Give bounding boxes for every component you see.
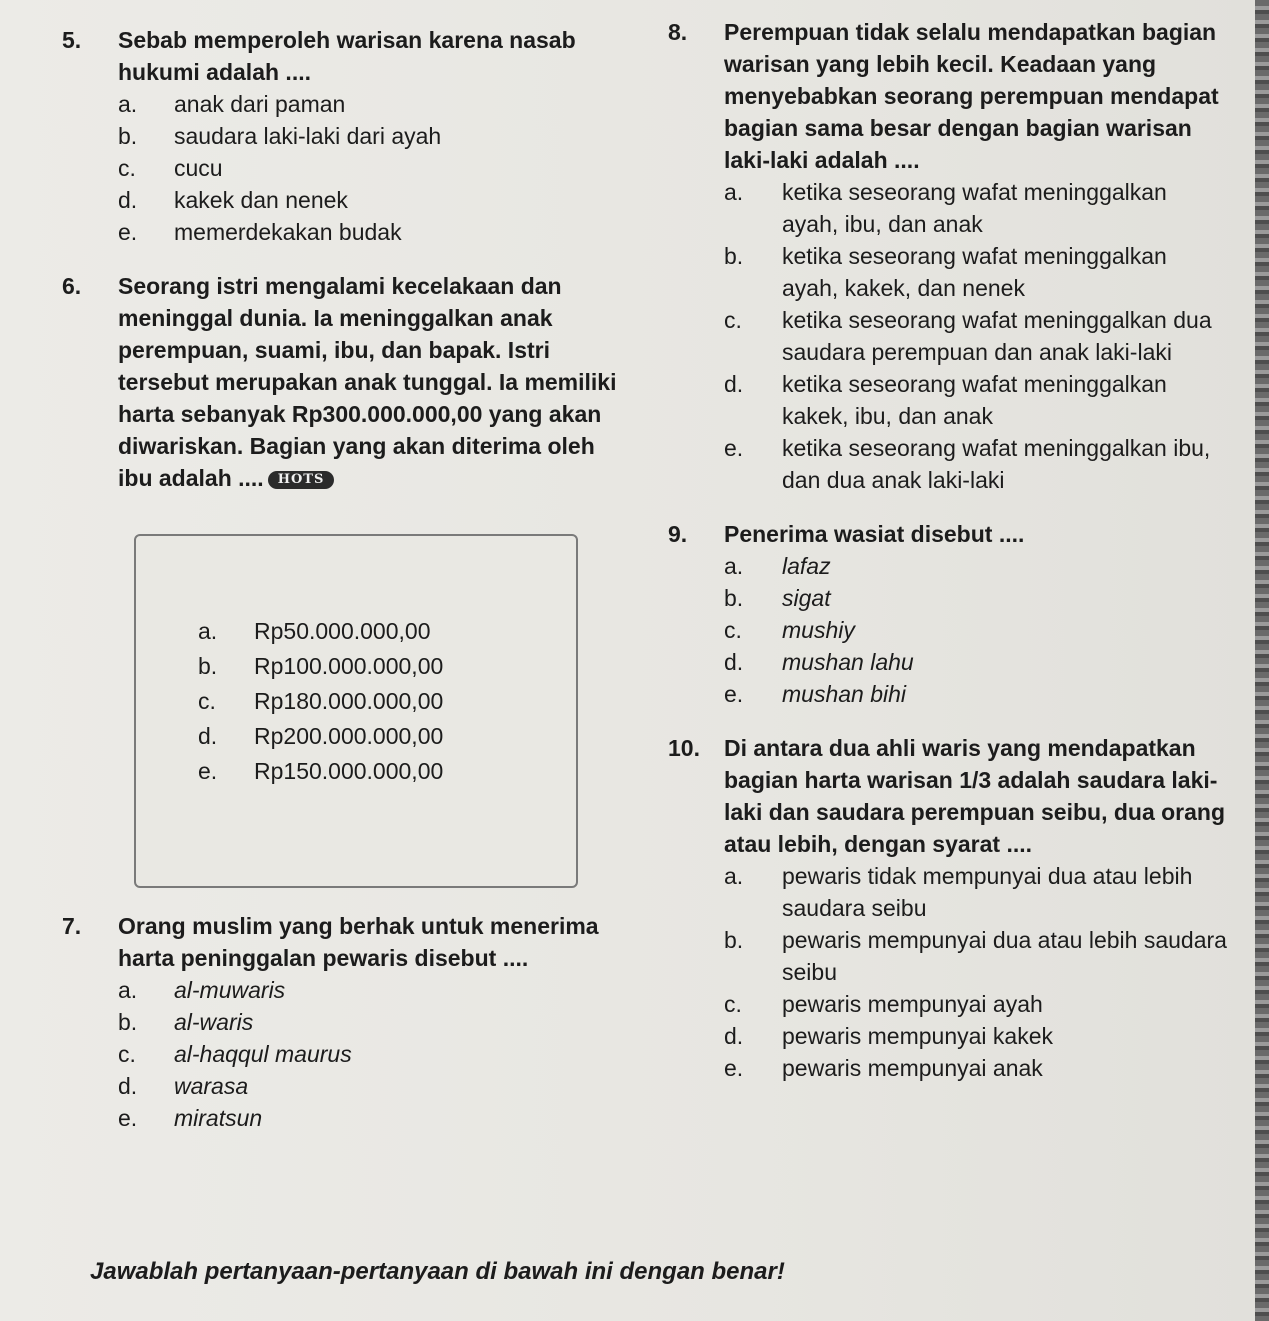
- option-list: [198, 614, 568, 789]
- question-number: 9.: [668, 521, 688, 547]
- option-e[interactable]: e. ketika seseorang wafat meninggalkan ibu, dan dua anak laki-laki: [724, 435, 1211, 493]
- option-c[interactable]: c. ketika seseorang wafat meninggalkan dua saudara perempuan dan anak laki-laki: [724, 307, 1212, 365]
- option-b[interactable]: b. sigat: [724, 585, 831, 611]
- option-b[interactable]: b. ketika seseorang wafat meninggalkan ayah, kakek, dan nenek: [724, 243, 1167, 301]
- left-column: [62, 24, 622, 1134]
- question-9: [668, 518, 1228, 710]
- option-a[interactable]: a. lafaz: [724, 553, 831, 579]
- question-10: [668, 732, 1228, 1084]
- question-stem: Seorang istri mengalami kecelakaan dan meninggal dunia. Ia meninggalkan anak perempuan, suami, ibu, dan bapak. Istri tersebut merupakan anak tunggal. Ia memiliki harta sebanyak Rp300.000.000,00 yang akan diwariskan. Bagian yang akan diterima oleh ibu adalah .... HOTS: [118, 273, 617, 491]
- question-stem: Di antara dua ahli waris yang mendapatkan bagian harta warisan 1/3 adalah saudara laki-laki dan saudara perempuan seibu, dua orang atau lebih, dengan syarat ....: [724, 735, 1226, 857]
- option-c[interactable]: c. pewaris mempunyai ayah: [724, 991, 1043, 1017]
- option-e[interactable]: e. Rp150.000.000,00: [198, 758, 444, 784]
- option-a[interactable]: a. ketika seseorang wafat meninggalkan ayah, ibu, dan anak: [724, 179, 1167, 237]
- question-6: [62, 270, 622, 494]
- option-b[interactable]: b. saudara laki-laki dari ayah: [118, 123, 442, 149]
- option-e[interactable]: e. mushan bihi: [724, 681, 907, 707]
- option-a[interactable]: a. pewaris tidak mempunyai dua atau lebih saudara seibu: [724, 863, 1193, 921]
- option-c[interactable]: c. Rp180.000.000,00: [198, 688, 444, 714]
- question-7: [62, 910, 622, 1134]
- option-e[interactable]: e. memerdekakan budak: [118, 219, 402, 245]
- question-8: [668, 16, 1228, 496]
- question-stem: Perempuan tidak selalu mendapatkan bagian warisan yang lebih kecil. Keadaan yang menyebabkan seorang perempuan mendapat bagian sama besar dengan bagian warisan laki-laki adalah ....: [724, 19, 1219, 173]
- question-number: 10.: [668, 735, 700, 761]
- option-a[interactable]: a. al-muwaris: [118, 977, 286, 1003]
- hots-badge: HOTS: [268, 471, 335, 489]
- option-list: [724, 176, 1228, 496]
- option-d[interactable]: d. ketika seseorang wafat meninggalkan kakek, ibu, dan anak: [724, 371, 1167, 429]
- option-a[interactable]: a. anak dari paman: [118, 91, 346, 117]
- question-number: 8.: [668, 19, 688, 45]
- option-b[interactable]: b. al-waris: [118, 1009, 254, 1035]
- question-number: 6.: [62, 273, 82, 299]
- question-stem: Sebab memperoleh warisan karena nasab hukumi adalah ....: [118, 27, 576, 85]
- question-stem: Penerima wasiat disebut ....: [724, 521, 1025, 547]
- option-e[interactable]: e. miratsun: [118, 1105, 263, 1131]
- option-c[interactable]: c. cucu: [118, 155, 223, 181]
- option-a[interactable]: a. Rp50.000.000,00: [198, 618, 431, 644]
- option-e[interactable]: e. pewaris mempunyai anak: [724, 1055, 1043, 1081]
- option-d[interactable]: d. kakek dan nenek: [118, 187, 348, 213]
- right-column: [668, 16, 1228, 1084]
- question-number: 7.: [62, 913, 82, 939]
- option-d[interactable]: d. warasa: [118, 1073, 249, 1099]
- answer-box: [134, 534, 578, 888]
- option-d[interactable]: d. pewaris mempunyai kakek: [724, 1023, 1054, 1049]
- option-c[interactable]: c. mushiy: [724, 617, 855, 643]
- option-b[interactable]: b. pewaris mempunyai dua atau lebih saudara seibu: [724, 927, 1227, 985]
- question-5: [62, 24, 622, 248]
- option-list: [118, 974, 622, 1134]
- section-instruction: Jawablah pertanyaan-pertanyaan di bawah ini dengan benar!: [90, 1258, 785, 1285]
- option-c[interactable]: c. al-haqqul maurus: [118, 1041, 352, 1067]
- option-list: [724, 550, 1228, 710]
- option-list: [118, 88, 622, 248]
- question-number: 5.: [62, 27, 82, 53]
- option-b[interactable]: b. Rp100.000.000,00: [198, 653, 444, 679]
- question-stem: Orang muslim yang berhak untuk menerima harta peninggalan pewaris disebut ....: [118, 913, 599, 971]
- option-d[interactable]: d. mushan lahu: [724, 649, 914, 675]
- option-list: [724, 860, 1228, 1084]
- page-edge: [1255, 0, 1269, 1321]
- option-d[interactable]: d. Rp200.000.000,00: [198, 723, 444, 749]
